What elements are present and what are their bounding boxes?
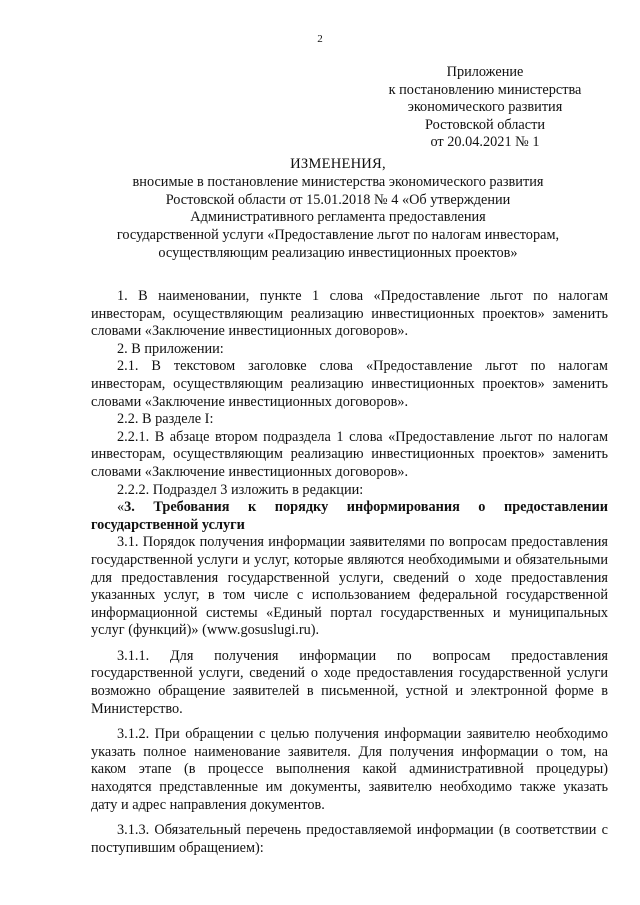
document-body (91, 288, 608, 857)
paragraph-3-1-2: 3.1.2. При обращении с целью получения информации заявителю необходимо указать полное наименование заявителя. Для получения информации о том, на каком этапе (в процессе выполнения какой административной процедуры) находятся представленные им документы, заявителю необходимо также указать дату и адрес направления документов. (91, 726, 608, 813)
appendix-block (380, 64, 590, 152)
paragraph-2-1: 2.1. В текстовом заголовке слова «Предоставление льгот по налогам инвесторам, осуществляющим реализацию инвестиционных проектов» заменить словами «Заключение инвестиционных договоров». (91, 358, 608, 410)
section-3-title: 3. Требования к порядку информирования о предоставлении государственной услуги (91, 499, 608, 533)
page-number: 2 (317, 33, 323, 45)
paragraph-3-1-3: 3.1.3. Обязательный перечень предоставляемой информации (в соответствии с поступившим обращением): (91, 822, 608, 856)
heading-line: осуществляющим реализацию инвестиционных проектов» (158, 244, 518, 261)
appendix-line: экономического развития (407, 99, 563, 116)
appendix-line: к постановлению министерства (388, 81, 582, 98)
paragraph-2-2-1: 2.2.1. В абзаце втором подраздела 1 слова «Предоставление льгот по налогам инвесторам, осуществляющим реализацию инвестиционных проектов» заменить словами «Заключение инвестиционных договоров». (91, 428, 608, 480)
appendix-line: от 20.04.2021 № 1 (430, 134, 540, 151)
paragraph-1: 1. В наименовании, пункте 1 слова «Предоставление льгот по налогам инвесторам, осуществляющим реализацию инвестиционных проектов» заменить словами «Заключение инвестиционных договоров». (91, 288, 608, 340)
section-3-heading (91, 499, 608, 534)
paragraph-2: 2. В приложении: (117, 340, 224, 357)
paragraph-3-1-1: 3.1.1. Для получения информации по вопросам предоставления государственной услуги, сведений о ходе предоставления государственной услуги возможно обращение заявителей в письменной, устной и электронной форме в Министерство. (91, 647, 608, 717)
appendix-line: Ростовской области (424, 116, 546, 133)
heading-line: государственной услуги «Предоставление льгот по налогам инвесторам, (116, 227, 560, 244)
heading-line: Административного регламента предоставления (190, 209, 486, 226)
document-title: ИЗМЕНЕНИЯ, (290, 156, 386, 172)
paragraph-2-2-2: 2.2.2. Подраздел 3 изложить в редакции: (117, 481, 364, 498)
opening-quote: « (117, 499, 125, 516)
appendix-line: Приложение (446, 64, 524, 80)
paragraph-2-2: 2.2. В разделе I: (117, 411, 214, 428)
heading-line: Ростовской области от 15.01.2018 № 4 «Об утверждении (165, 191, 511, 208)
paragraph-3-1: 3.1. Порядок получения информации заявителями по вопросам предоставления государственной услуги и услуг, которые являются необходимыми и обязательными для предоставления государственной услуги, сведений о ходе предоставления указанных услуг, в том числе с использованием федеральной государственной информационной системы «Единый портал государственных и муниципальных услуг (функций)» (www.gosuslugi.ru). (91, 534, 608, 639)
heading-line: вносимые в постановление министерства экономического развития (132, 173, 544, 190)
document-heading (88, 156, 588, 263)
